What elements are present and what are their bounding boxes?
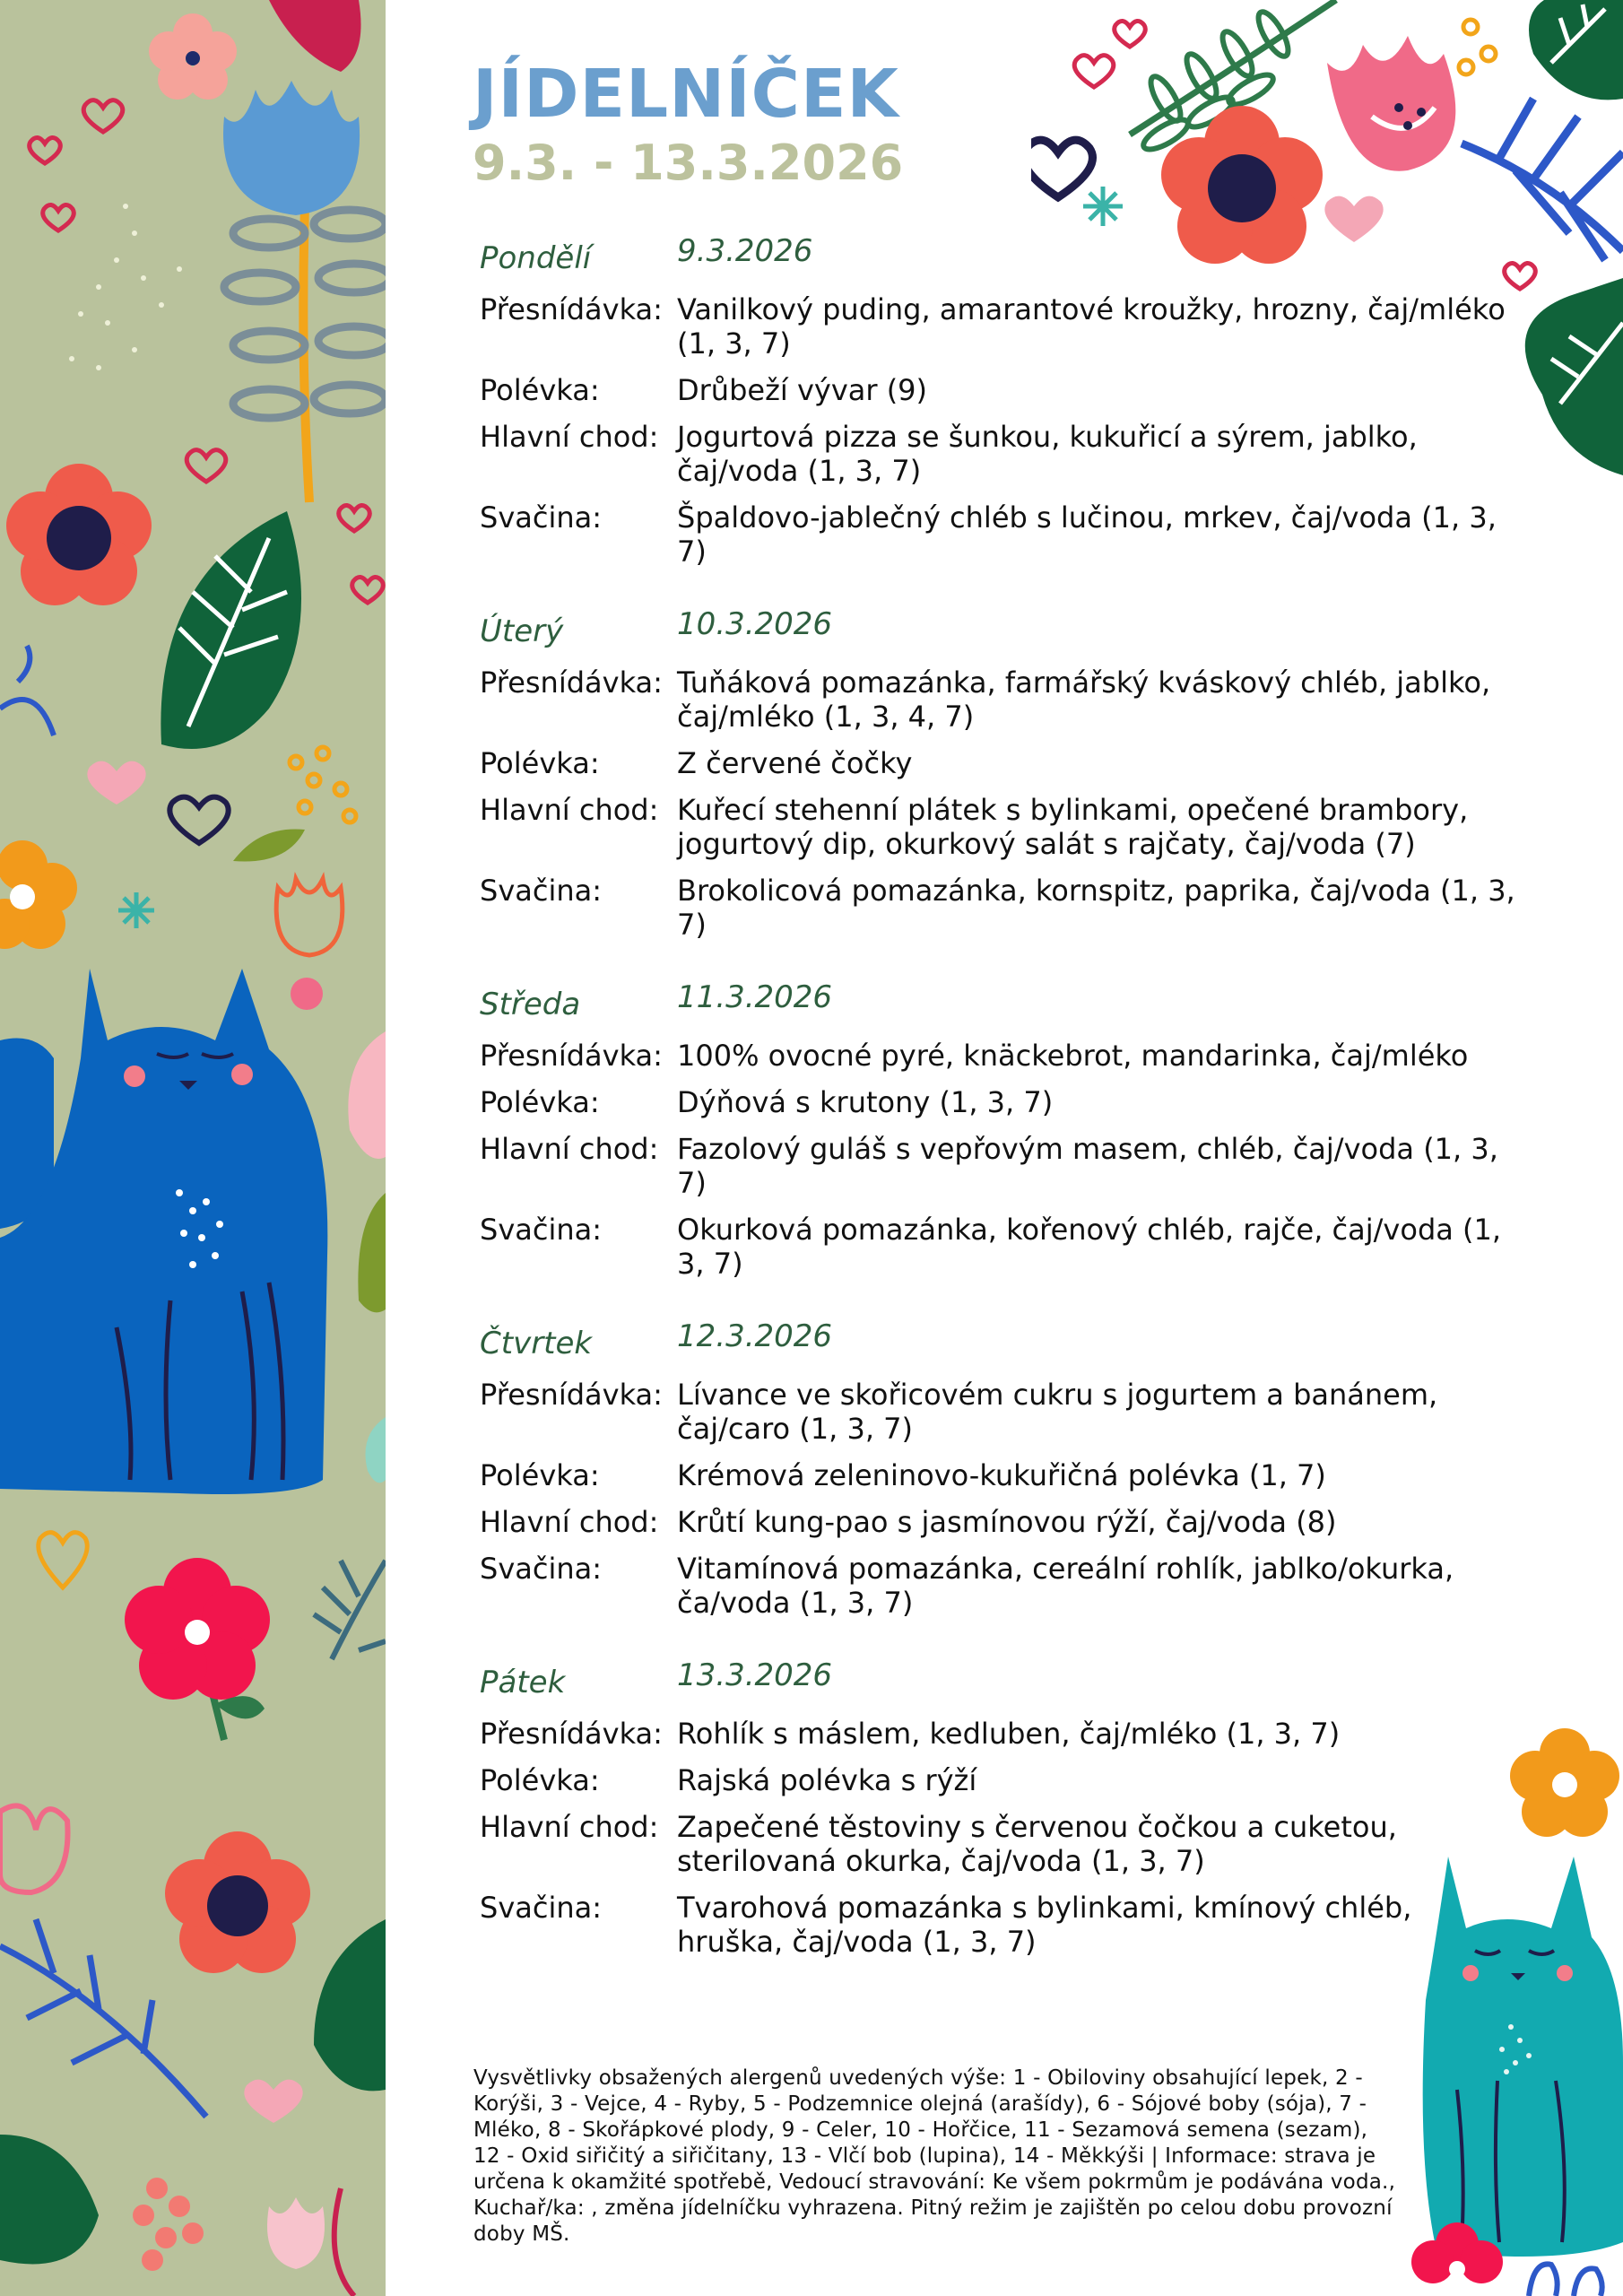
meal-row-snack-afternoon (480, 1213, 1520, 1281)
allergen-legend-note: Vysvětlivky obsažených alergenů uvedených výše: 1 - Obiloviny obsahující lepek, 2 - Korýši, 3 - Vejce, 4 - Ryby, 5 - Podzemnice olejná (arašídy), 6 - Sójové boby (sója), 7 - Mléko, 8 - Skořápkové plody, 9 - Celer, 10 - Hořčice, 11 - Sezamová semena (sezam), 12 - Oxid siřičitý a siřičitany, 13 - Vlčí bob (lupina), 14 - Měkkýši | Informace: strava je určena k okamžité spotřebě, Vedoucí stravování: Ke všem pokrmům je podávána voda., Kuchař/ka: , změna jídelníčku vyhrazena. Pitný režim je zajištěn po celou dobu provozní doby MŠ. (473, 2066, 1396, 2246)
day-section-monday (480, 233, 1520, 581)
meal-label: Hlavní chod: (480, 1810, 659, 1844)
day-name: Středa (480, 987, 581, 1022)
meal-text: Rohlík s máslem, kedluben, čaj/mléko (1, 3, 7) (677, 1717, 1341, 1751)
meal-label: Svačina: (480, 500, 603, 535)
meal-row-main-course (480, 1505, 1520, 1539)
meal-label: Přesnídávka: (480, 1039, 663, 1073)
meal-text: Tuňáková pomazánka, farmářský kváskový chléb, jablko, čaj/mléko (1, 3, 4, 7) (677, 665, 1491, 734)
day-date: 12.3.2026 (677, 1318, 833, 1354)
meal-row-snack-afternoon (480, 874, 1520, 942)
meal-label: Hlavní chod: (480, 420, 659, 454)
meal-text: Krůtí kung-pao s jasmínovou rýží, čaj/voda (8) (677, 1505, 1337, 1539)
meal-label: Přesnídávka: (480, 292, 663, 326)
week-date-range: 9.3. - 13.3.2026 (473, 135, 904, 191)
day-section-tuesday (480, 606, 1520, 954)
meal-text: Z červené čočky (677, 746, 913, 780)
day-section-thursday (480, 1318, 1520, 1632)
meal-text: Tvarohová pomazánka s bylinkami, kmínový chléb, hruška, čaj/voda (1, 3, 7) (677, 1891, 1412, 1959)
day-date: 13.3.2026 (677, 1657, 833, 1693)
meal-row-main-course (480, 793, 1520, 861)
meal-row-main-course (480, 1132, 1520, 1200)
meal-text: 100% ovocné pyré, knäckebrot, mandarinka, čaj/mléko (677, 1039, 1469, 1073)
day-name: Čtvrtek (480, 1326, 593, 1361)
meal-row-soup (480, 1458, 1520, 1492)
meal-row-main-course (480, 1810, 1520, 1878)
meal-text: Rajská polévka s rýží (677, 1763, 977, 1797)
meal-row-snack-morning (480, 1378, 1520, 1446)
page-title: JÍDELNÍČEK (473, 56, 899, 133)
day-heading (480, 233, 1520, 292)
meal-row-snack-afternoon (480, 1891, 1520, 1959)
day-date: 10.3.2026 (677, 606, 833, 642)
meal-text: Vanilkový puding, amarantové kroužky, hrozny, čaj/mléko (1, 3, 7) (677, 292, 1506, 361)
meal-row-snack-morning (480, 1717, 1520, 1751)
meal-text: Vitamínová pomazánka, cereální rohlík, jablko/okurka, ča/voda (1, 3, 7) (677, 1552, 1454, 1620)
meal-text: Okurková pomazánka, kořenový chléb, rajče, čaj/voda (1, 3, 7) (677, 1213, 1502, 1281)
day-section-friday (480, 1657, 1520, 1971)
meal-row-snack-morning (480, 292, 1520, 361)
meal-row-soup (480, 373, 1520, 407)
meal-text: Krémová zeleninovo-kukuřičná polévka (1, 7) (677, 1458, 1326, 1492)
meal-text: Lívance ve skořicovém cukru s jogurtem a banánem, čaj/caro (1, 3, 7) (677, 1378, 1438, 1446)
meal-text: Zapečené těstoviny s červenou čočkou a cuketou, sterilovaná okurka, čaj/voda (1, 3, 7) (677, 1810, 1397, 1878)
left-decorative-strip (0, 0, 386, 2296)
day-heading (480, 979, 1520, 1039)
meal-text: Jogurtová pizza se šunkou, kukuřicí a sýrem, jablko, čaj/voda (1, 3, 7) (677, 420, 1418, 488)
meal-row-soup (480, 1085, 1520, 1119)
meal-row-snack-morning (480, 665, 1520, 734)
meal-label: Polévka: (480, 1458, 600, 1492)
meal-text: Brokolicová pomazánka, kornspitz, paprika, čaj/voda (1, 3, 7) (677, 874, 1515, 942)
meal-label: Hlavní chod: (480, 793, 659, 827)
meal-label: Svačina: (480, 1552, 603, 1586)
meal-label: Hlavní chod: (480, 1505, 659, 1539)
day-date: 9.3.2026 (677, 233, 813, 269)
day-heading (480, 1657, 1520, 1717)
meal-label: Přesnídávka: (480, 665, 663, 700)
meal-label: Svačina: (480, 1891, 603, 1925)
meal-text: Kuřecí stehenní plátek s bylinkami, opečené brambory, jogurtový dip, okurkový salát s rajčaty, čaj/voda (7) (677, 793, 1469, 861)
day-name: Úterý (480, 613, 564, 649)
meal-row-snack-afternoon (480, 500, 1520, 569)
meal-row-snack-morning (480, 1039, 1520, 1073)
day-name: Pondělí (480, 240, 592, 276)
meal-text: Drůbeží vývar (9) (677, 373, 928, 407)
day-section-wednesday (480, 979, 1520, 1293)
blue-cat-illustration (0, 969, 327, 1494)
meal-label: Polévka: (480, 746, 600, 780)
day-heading (480, 1318, 1520, 1378)
meal-row-snack-afternoon (480, 1552, 1520, 1620)
meal-row-soup (480, 1763, 1520, 1797)
day-heading (480, 606, 1520, 665)
meal-row-main-course (480, 420, 1520, 488)
meal-label: Přesnídávka: (480, 1717, 663, 1751)
day-name: Pátek (480, 1665, 566, 1700)
meal-label: Přesnídávka: (480, 1378, 663, 1412)
meal-text: Dýňová s krutony (1, 3, 7) (677, 1085, 1054, 1119)
floral-pattern (0, 0, 386, 2296)
meal-label: Polévka: (480, 373, 600, 407)
meal-text: Špaldovo-jablečný chléb s lučinou, mrkev, čaj/voda (1, 3, 7) (677, 500, 1497, 569)
meal-label: Polévka: (480, 1763, 600, 1797)
meal-label: Svačina: (480, 874, 603, 908)
meal-label: Svačina: (480, 1213, 603, 1247)
day-date: 11.3.2026 (677, 979, 833, 1015)
meal-label: Polévka: (480, 1085, 600, 1119)
meal-row-soup (480, 746, 1520, 780)
meal-label: Hlavní chod: (480, 1132, 659, 1166)
meal-text: Fazolový guláš s vepřovým masem, chléb, čaj/voda (1, 3, 7) (677, 1132, 1498, 1200)
